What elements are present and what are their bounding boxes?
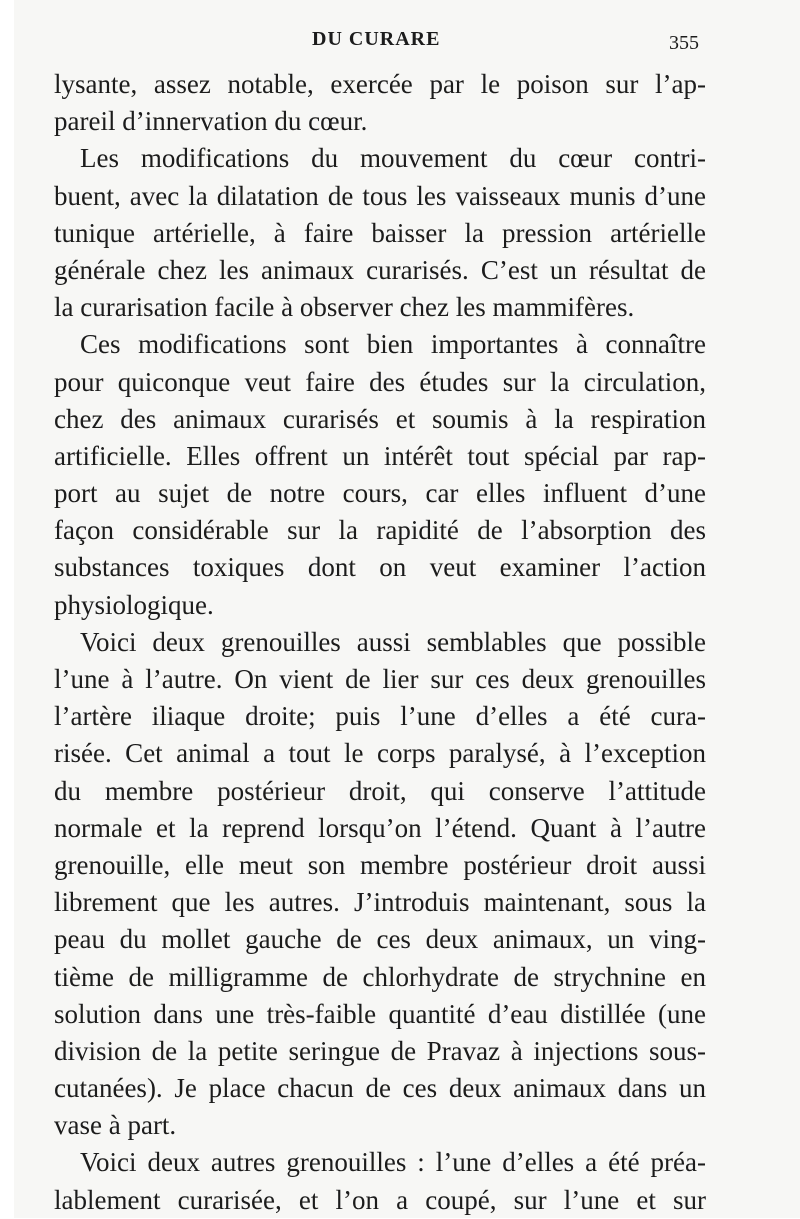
text-line: lablement curarisée, et l’on a coupé, sur l’une et sur [54, 1184, 706, 1215]
running-title: DU CURARE [312, 28, 441, 50]
body-text [54, 66, 706, 1219]
text-line: tunique artérielle, à faire baisser la pression artérielle [54, 217, 706, 248]
page-number: 355 [669, 32, 699, 54]
text-line: artificielle. Elles offrent un intérêt tout spécial par rap- [54, 440, 706, 471]
text-line: Voici deux autres grenouilles : l’une d’elles a été préa- [80, 1147, 706, 1178]
paragraph [54, 326, 706, 624]
text-line: pour quiconque veut faire des études sur la circulation, [54, 366, 706, 397]
text-line: peau du mollet gauche de ces deux animaux, un ving- [54, 924, 706, 955]
text-line: tième de milligramme de chlorhydrate de strychnine en [54, 961, 706, 992]
paragraph [54, 624, 706, 1145]
text-line: substances toxiques dont on veut examiner l’action [54, 552, 706, 583]
text-line: générale chez les animaux curarisés. C’est un résultat de [54, 254, 706, 285]
text-line: port au sujet de notre cours, car elles influent d’une [54, 478, 706, 509]
text-line: physiologique. [54, 589, 214, 620]
paragraph [54, 1144, 706, 1218]
text-line: l’artère iliaque droite; puis l’une d’elles a été cura- [54, 701, 706, 732]
text-line: la curarisation facile à observer chez les mammifères. [54, 292, 635, 323]
paragraph [54, 140, 706, 326]
text-line: façon considérable sur la rapidité de l’absorption des [54, 515, 706, 546]
text-line: Voici deux grenouilles aussi semblables que possible [80, 626, 706, 657]
text-line: buent, avec la dilatation de tous les vaisseaux munis d’une [54, 180, 706, 211]
text-line: librement que les autres. J’introduis maintenant, sous la [54, 887, 706, 918]
text-line: du membre postérieur droit, qui conserve l’attitude [54, 775, 706, 806]
text-line: vase à part. [54, 1110, 177, 1141]
text-line: solution dans une très-faible quantité d’eau distillée (une [54, 998, 706, 1029]
page-header [14, 28, 800, 60]
text-line: normale et la reprend lorsqu’on l’étend. Quant à l’autre [54, 812, 706, 843]
text-line: l’une à l’autre. On vient de lier sur ces deux grenouilles [54, 664, 706, 694]
text-line: pareil d’innervation du cœur. [54, 106, 368, 137]
text-line: Ces modifications sont bien importantes à connaître [80, 329, 706, 360]
text-line: lysante, assez notable, exercée par le poison sur l’ap- [54, 69, 706, 99]
text-line: grenouille, elle meut son membre postérieur droit aussi [54, 849, 706, 880]
text-line: risée. Cet animal a tout le corps paralysé, à l’exception [54, 738, 706, 769]
paragraph [54, 66, 706, 140]
text-line: Les modifications du mouvement du cœur contri- [80, 143, 706, 174]
text-line: division de la petite seringue de Pravaz à injections sous- [54, 1035, 706, 1066]
text-line: chez des animaux curarisés et soumis à la respiration [54, 403, 706, 434]
text-line: cutanées). Je place chacun de ces deux animaux dans un [54, 1073, 706, 1104]
